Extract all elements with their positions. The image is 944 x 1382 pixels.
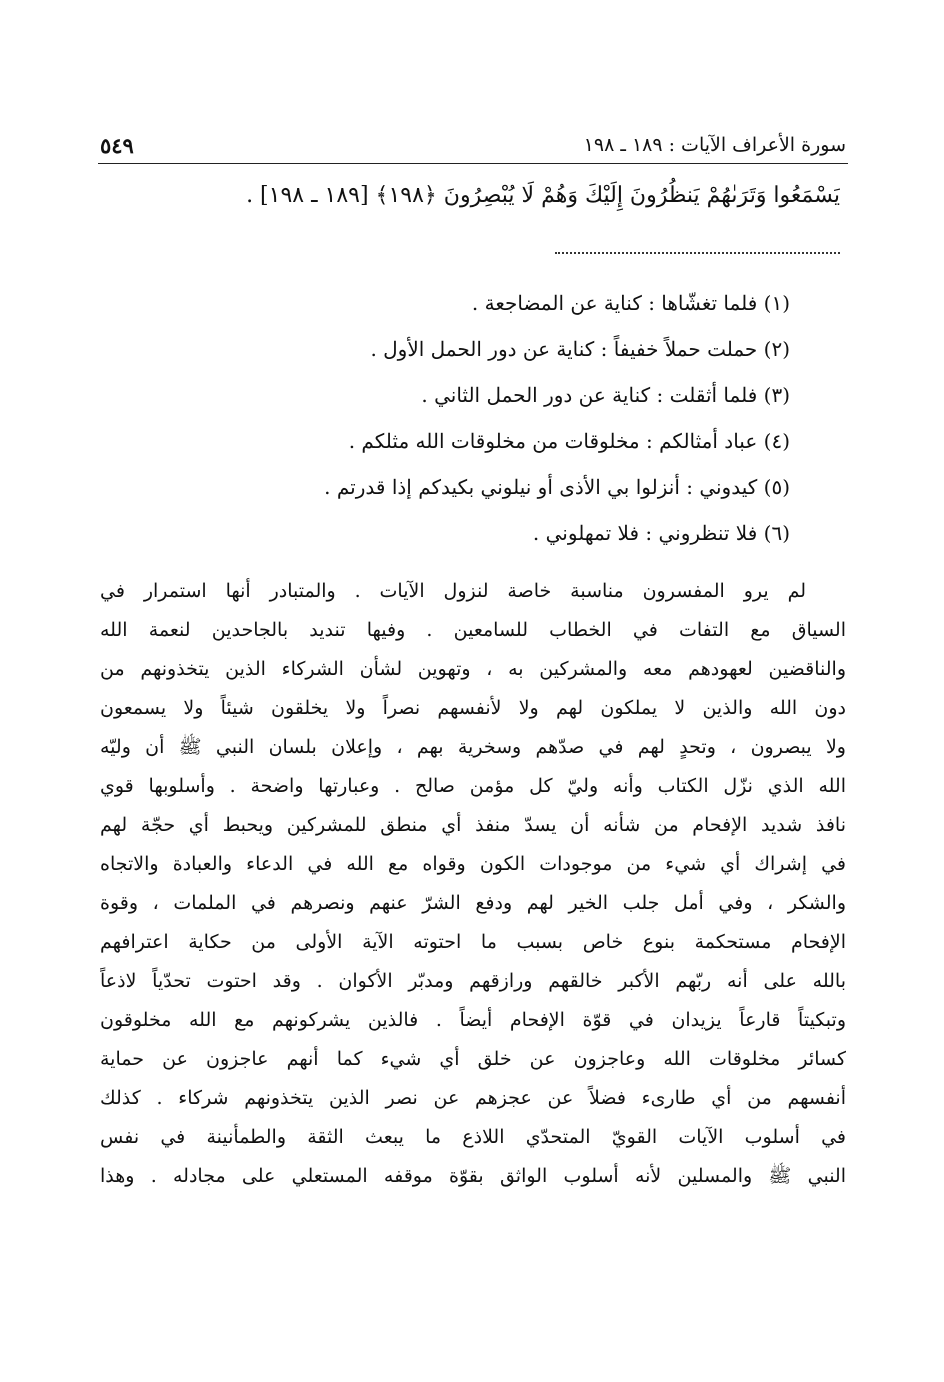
footnote: (٦) فلا تنظروني : فلا تمهلوني .: [532, 521, 790, 545]
footnote: (٤) عباد أمثالكم : مخلوقات من مخلوقات الله مثلكم .: [348, 429, 790, 453]
text-line: نافذ شديد الإفحام من شأنه أن يسدّ منفذ أي منطق للمشركين ويحبط أي حجّة لهم: [100, 814, 846, 836]
text-line: وتبكيتاً قارعاً يزيدان في قوّة الإفحام أيضاً . فالذين يشركونهم مع الله مخلوقون: [100, 1009, 846, 1031]
footnote: (٢) حملت حملاً خفيفاً : كناية عن دور الحمل الأول .: [370, 337, 790, 361]
text-line: الإفحام مستحكمة بنوع خاص بسبب ما احتوته الآية الأولى من حكاية اعترافهم: [100, 931, 846, 953]
text-line: ولا يبصرون ، وتحدٍ لهم في صدّهم وسخرية بهم ، وإعلان بلسان النبي ﷺ أن وليّه: [100, 736, 846, 758]
text-line: كسائر مخلوقات الله وعاجزون عن خلق أي شيء كما أنهم عاجزون عن حماية: [100, 1048, 846, 1070]
commentary-paragraph: [100, 572, 846, 1196]
text-line: السياق مع التفات في الخطاب للسامعين . وفيها تنديد بالجاحدين لنعمة الله: [100, 619, 846, 641]
text-line: الله الذي نزّل الكتاب وأنه وليّ كل مؤمن صالح . وعبارتها واضحة . وأسلوبها قوي: [100, 775, 846, 797]
footnote: (١) فلما تغشّاها : كناية عن المضاجعة .: [471, 291, 790, 315]
text-line: أنفسهم من أي طارىء فضلاً عن عجزهم عن نصر الذين يتخذونهم شركاء . كذلك: [100, 1087, 846, 1109]
text-line: لم يرو المفسرون مناسبة خاصة لنزول الآيات . والمتبادر أنها استمرار في: [100, 580, 806, 602]
quran-verse: يَسْمَعُوا وَتَرَىٰهُمْ يَنظُرُونَ إِلَيْكَ وَهُمْ لَا يُبْصِرُونَ ﴿١٩٨﴾ [١٨٩ ـ ١٩٨] .: [246, 183, 840, 208]
running-title: سورة الأعراف الآيات : ١٨٩ ـ ١٩٨: [583, 134, 846, 156]
text-line: والناقضين لعهودهم معه والمشركين به ، وتهوين لشأن الشركاء الذين يتخذونهم من: [100, 658, 846, 680]
footnote: (٣) فلما أثقلت : كناية عن دور الحمل الثاني .: [421, 383, 790, 407]
page-header: [100, 126, 846, 164]
text-line: النبي ﷺ والمسلين لأنه أسلوب الواثق بقوّة موقفه المستعلي على مجادله . وهذا: [100, 1165, 846, 1187]
text-line: في أسلوب الآيات القويّ المتحدّي اللاذع ما يبعث الثقة والطمأنينة في نفس: [100, 1126, 846, 1148]
text-line: في إشراك أي شيء من موجودات الكون وقواه مع الله في الدعاء والعبادة والاتجاه: [100, 853, 846, 875]
header-rule: [98, 163, 848, 164]
text-line: دون الله والذين لا يملكون لهم ولا لأنفسهم نصراً ولا يخلقون شيئاً ولا يسمعون: [100, 697, 846, 719]
text-line: بالله على أنه ربّهم الأكبر خالقهم ورازقهم ومدبّر الأكوان . وقد احتوت تحدّياً لاذعاً: [100, 970, 846, 992]
page-number: ٥٤٩: [100, 132, 134, 158]
footnote: (٥) كيدوني : أنزلوا بي الأذى أو نيلوني بكيدكم إذا قدرتم .: [324, 475, 790, 499]
dotted-separator: [555, 242, 840, 254]
text-line: والشكر ، وفي أمل جلب الخير لهم ودفع الشرّ عنهم ونصرهم في الملمات ، وقوة: [100, 892, 846, 914]
footnotes: [100, 280, 790, 556]
